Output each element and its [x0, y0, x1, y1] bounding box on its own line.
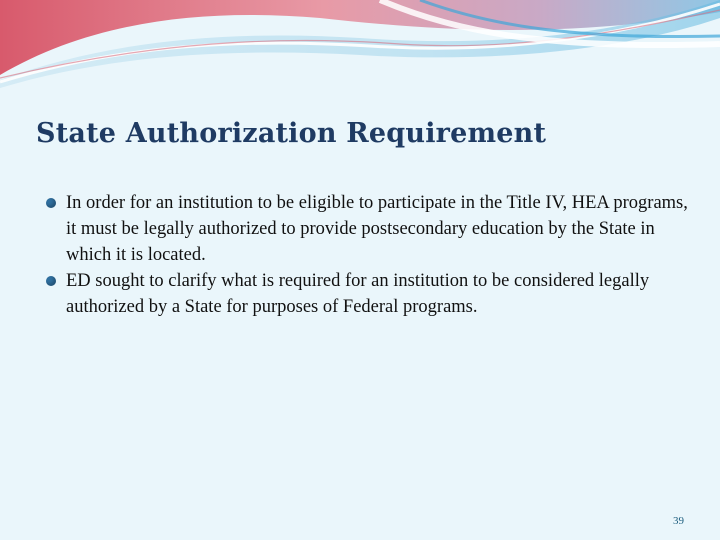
bullet-text: In order for an institution to be eligible to participate in the Title IV, HEA programs, it must be legally authorized to provide postsecondary education by the State in which it is located.	[66, 193, 688, 265]
bullet-text: ED sought to clarify what is required for an institution to be considered legally authorized by a State for purposes of Federal programs.	[66, 271, 650, 317]
bullet-list	[44, 190, 694, 320]
slide-title: State Authorization Requirement	[36, 118, 547, 149]
header-swoosh-decoration	[0, 0, 720, 95]
bullet-dot-icon	[46, 276, 56, 286]
bullet-item	[44, 268, 694, 320]
bullet-dot-icon	[46, 198, 56, 208]
page-number: 39	[673, 515, 684, 527]
bullet-item	[44, 190, 694, 268]
